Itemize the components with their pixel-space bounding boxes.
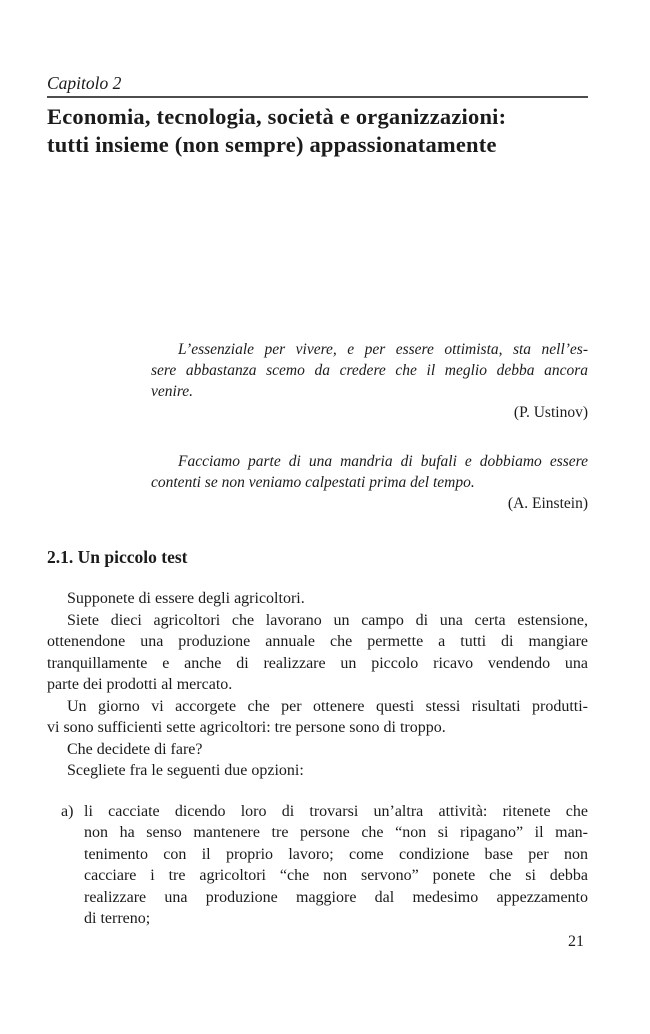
chapter-title-line-2: tutti insieme (non sempre) appassionatamente (47, 132, 497, 157)
text-line: vi sono sufficienti sette agricoltori: tre persone sono di troppo. (47, 719, 446, 736)
text-line: realizzare una produzione maggiore dal medesimo appezzamento (84, 888, 588, 906)
text-line: tranquillamente e anche di realizzare un piccolo ricavo vendendo una (47, 654, 588, 672)
page-number: 21 (568, 932, 584, 950)
text-line: Scegliete fra le seguenti due opzioni: (67, 762, 304, 779)
text-line: Un giorno vi accorgete che per ottenere questi stessi risultati produtti- (67, 697, 588, 715)
text-line: Che decidete di fare? (67, 740, 203, 758)
epigraph-text (151, 339, 588, 402)
text-line: Siete dieci agricoltori che lavorano un campo di una certa estensione, (67, 611, 588, 629)
text-line: non ha senso mantenere tre persone che “non si ripagano” il man- (84, 824, 588, 841)
chapter-label: Capitolo 2 (47, 73, 122, 93)
list-item-a (47, 801, 588, 930)
text-line: parte dei prodotti al mercato. (47, 676, 233, 693)
text-line: ottenendone una produzione annuale che permette a tutti di mangiare (47, 633, 588, 650)
text-line: L’essenziale per vivere, e per essere ottimista, sta nell’es- (178, 341, 588, 358)
chapter-title (47, 103, 588, 159)
text-line: contenti se non veniamo calpestati prima del tempo. (151, 474, 475, 491)
chapter-rule-divider (47, 96, 588, 98)
epigraph-ustinov (151, 339, 588, 423)
paragraph (47, 610, 588, 696)
epigraph-attribution: (A. Einstein) (507, 495, 588, 512)
paragraph (47, 588, 588, 610)
epigraph-attribution: (P. Ustinov) (513, 404, 588, 421)
text-line: li cacciate dicendo loro di trovarsi un’altra attività: ritenete che (84, 802, 588, 820)
page-content (47, 0, 588, 952)
epigraph-text (151, 451, 588, 493)
text-line: venire. (151, 383, 194, 400)
section-heading: 2.1. Un piccolo test (47, 547, 188, 567)
paragraph (47, 739, 588, 761)
text-line: sere abbastanza scemo da credere che il meglio debba ancora (151, 362, 588, 379)
paragraph (47, 696, 588, 739)
chapter-title-line-1: Economia, tecnologia, società e organizzazioni: (47, 104, 507, 129)
text-line: cacciare i tre agricoltori “che non servono” ponete che si debba (84, 867, 588, 884)
text-line: di terreno; (84, 910, 151, 927)
list-item-text (84, 801, 588, 930)
list-item-marker: a) (61, 802, 74, 820)
text-line: tenimento con il proprio lavoro; come condizione base per non (84, 845, 588, 863)
epigraph-einstein (151, 451, 588, 514)
text-line: Supponete di essere degli agricoltori. (67, 590, 305, 607)
text-line: Facciamo parte di una mandria di bufali e dobbiamo essere (178, 453, 588, 470)
paragraph (47, 760, 588, 782)
